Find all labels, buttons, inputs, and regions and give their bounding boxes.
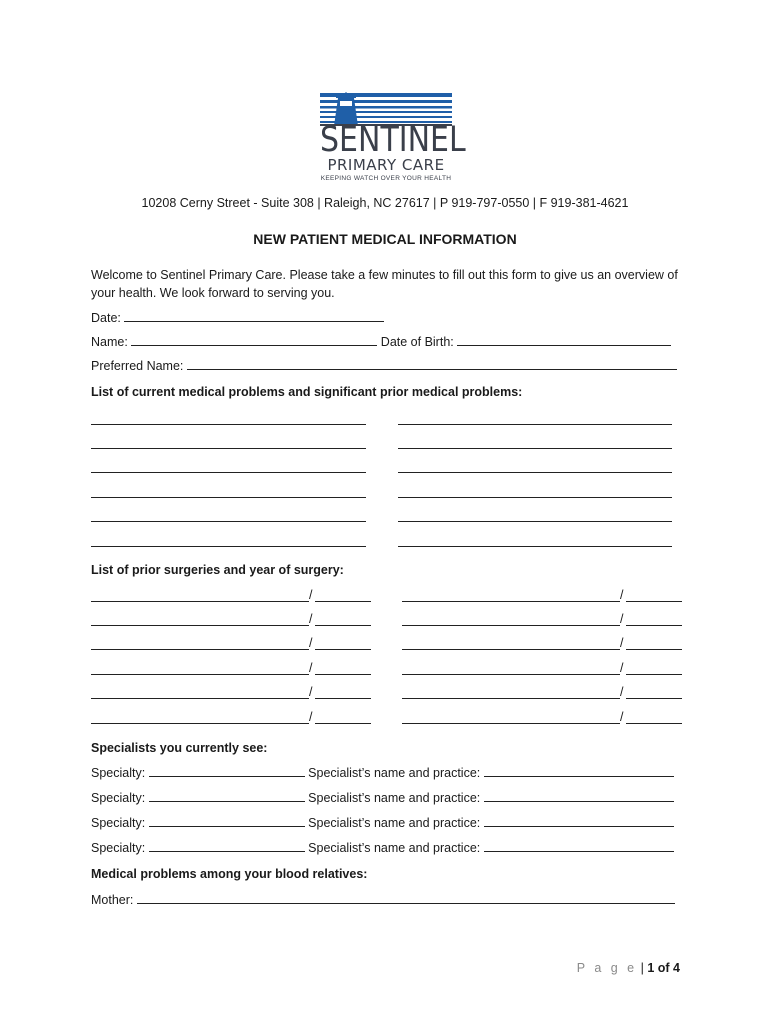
surgery-separator: / bbox=[620, 588, 624, 602]
page-footer: P a g e | 1 of 4 bbox=[576, 961, 680, 975]
surgery-year-line[interactable] bbox=[315, 649, 371, 650]
intro-text: Welcome to Sentinel Primary Care. Please take a few minutes to fill out this form to give us an overview of your health. We look forward to serving you. bbox=[91, 268, 678, 300]
specialist-name-field[interactable] bbox=[484, 790, 674, 802]
name-row bbox=[91, 334, 671, 349]
surgery-separator: / bbox=[309, 685, 313, 699]
medical-problem-line[interactable] bbox=[91, 472, 366, 473]
surgery-name-line[interactable] bbox=[402, 625, 620, 626]
medical-problems-heading: List of current medical problems and significant prior medical problems: bbox=[91, 385, 523, 399]
date-label: Date: bbox=[91, 311, 121, 325]
surgery-separator: / bbox=[309, 636, 313, 650]
date-row bbox=[91, 310, 384, 325]
medical-problem-line[interactable] bbox=[398, 472, 672, 473]
mother-label: Mother: bbox=[91, 893, 134, 907]
mother-row bbox=[91, 892, 675, 907]
medical-problem-line[interactable] bbox=[91, 521, 366, 522]
surgery-name-line[interactable] bbox=[91, 625, 309, 626]
surgery-separator: / bbox=[309, 661, 313, 675]
sentinel-logo bbox=[320, 92, 466, 186]
name-field[interactable] bbox=[131, 334, 377, 346]
specialist-name-field[interactable] bbox=[484, 815, 674, 827]
surgery-name-line[interactable] bbox=[402, 649, 620, 650]
surgery-separator: / bbox=[309, 588, 313, 602]
specialist-row bbox=[91, 840, 674, 855]
surgery-name-line[interactable] bbox=[91, 698, 309, 699]
medical-problem-line[interactable] bbox=[398, 546, 672, 547]
specialist-row bbox=[91, 790, 674, 805]
surgery-name-line[interactable] bbox=[402, 674, 620, 675]
preferred-name-row bbox=[91, 358, 677, 373]
surgery-year-line[interactable] bbox=[315, 723, 371, 724]
surgery-name-line[interactable] bbox=[91, 723, 309, 724]
logo-subtitle: PRIMARY CARE bbox=[327, 156, 445, 174]
surgery-name-line[interactable] bbox=[402, 698, 620, 699]
surgery-separator: / bbox=[309, 710, 313, 724]
medical-problem-line[interactable] bbox=[91, 497, 366, 498]
dob-label: Date of Birth: bbox=[380, 335, 454, 349]
specialist-name-field[interactable] bbox=[484, 840, 674, 852]
clinic-address: 10208 Cerny Street - Suite 308 | Raleigh, NC 27617 | P 919-797-0550 | F 919-381-4621 bbox=[141, 196, 629, 210]
dob-field[interactable] bbox=[457, 334, 671, 346]
medical-problem-line[interactable] bbox=[398, 424, 672, 425]
surgery-separator: / bbox=[620, 636, 624, 650]
medical-problem-line[interactable] bbox=[398, 497, 672, 498]
specialist-name-label: Specialist’s name and practice: bbox=[308, 816, 481, 830]
medical-problem-line[interactable] bbox=[398, 521, 672, 522]
surgery-separator: / bbox=[309, 612, 313, 626]
medical-problem-line[interactable] bbox=[398, 448, 672, 449]
date-field[interactable] bbox=[124, 310, 384, 322]
specialty-label: Specialty: bbox=[91, 841, 146, 855]
surgery-year-line[interactable] bbox=[626, 601, 682, 602]
preferred-name-field[interactable] bbox=[187, 358, 677, 370]
specialist-name-label: Specialist’s name and practice: bbox=[308, 791, 481, 805]
form-title: NEW PATIENT MEDICAL INFORMATION bbox=[253, 231, 517, 247]
surgery-year-line[interactable] bbox=[626, 625, 682, 626]
surgery-name-line[interactable] bbox=[402, 723, 620, 724]
surgery-year-line[interactable] bbox=[315, 698, 371, 699]
specialist-row bbox=[91, 765, 674, 780]
specialty-field[interactable] bbox=[149, 765, 305, 777]
specialist-name-label: Specialist’s name and practice: bbox=[308, 766, 481, 780]
surgery-name-line[interactable] bbox=[91, 649, 309, 650]
page-label: P a g e bbox=[576, 961, 638, 975]
name-label: Name: bbox=[91, 335, 128, 349]
specialty-field[interactable] bbox=[149, 790, 305, 802]
relatives-heading: Medical problems among your blood relatives: bbox=[91, 867, 368, 881]
specialist-name-label: Specialist’s name and practice: bbox=[308, 841, 481, 855]
specialty-field[interactable] bbox=[149, 840, 305, 852]
surgery-year-line[interactable] bbox=[626, 723, 682, 724]
specialist-name-field[interactable] bbox=[484, 765, 674, 777]
surgery-separator: / bbox=[620, 685, 624, 699]
specialists-heading: Specialists you currently see: bbox=[91, 741, 268, 755]
specialty-field[interactable] bbox=[149, 815, 305, 827]
surgery-name-line[interactable] bbox=[91, 674, 309, 675]
surgery-year-line[interactable] bbox=[626, 649, 682, 650]
preferred-name-label: Preferred Name: bbox=[91, 359, 184, 373]
medical-problem-line[interactable] bbox=[91, 546, 366, 547]
mother-field[interactable] bbox=[137, 892, 675, 904]
surgery-name-line[interactable] bbox=[402, 601, 620, 602]
medical-problem-line[interactable] bbox=[91, 424, 366, 425]
surgeries-heading: List of prior surgeries and year of surgery: bbox=[91, 563, 344, 577]
surgery-name-line[interactable] bbox=[91, 601, 309, 602]
surgery-year-line[interactable] bbox=[315, 674, 371, 675]
logo-name: SENTINEL bbox=[320, 119, 466, 160]
medical-problem-line[interactable] bbox=[91, 448, 366, 449]
surgery-separator: / bbox=[620, 661, 624, 675]
surgery-separator: / bbox=[620, 612, 624, 626]
surgery-year-line[interactable] bbox=[626, 698, 682, 699]
specialist-row bbox=[91, 815, 674, 830]
specialty-label: Specialty: bbox=[91, 791, 146, 805]
surgery-year-line[interactable] bbox=[315, 601, 371, 602]
specialty-label: Specialty: bbox=[91, 816, 146, 830]
page-number: 1 of 4 bbox=[647, 961, 680, 975]
surgery-separator: / bbox=[620, 710, 624, 724]
surgery-year-line[interactable] bbox=[315, 625, 371, 626]
surgery-year-line[interactable] bbox=[626, 674, 682, 675]
specialty-label: Specialty: bbox=[91, 766, 146, 780]
logo-tagline: KEEPING WATCH OVER YOUR HEALTH bbox=[320, 175, 452, 182]
